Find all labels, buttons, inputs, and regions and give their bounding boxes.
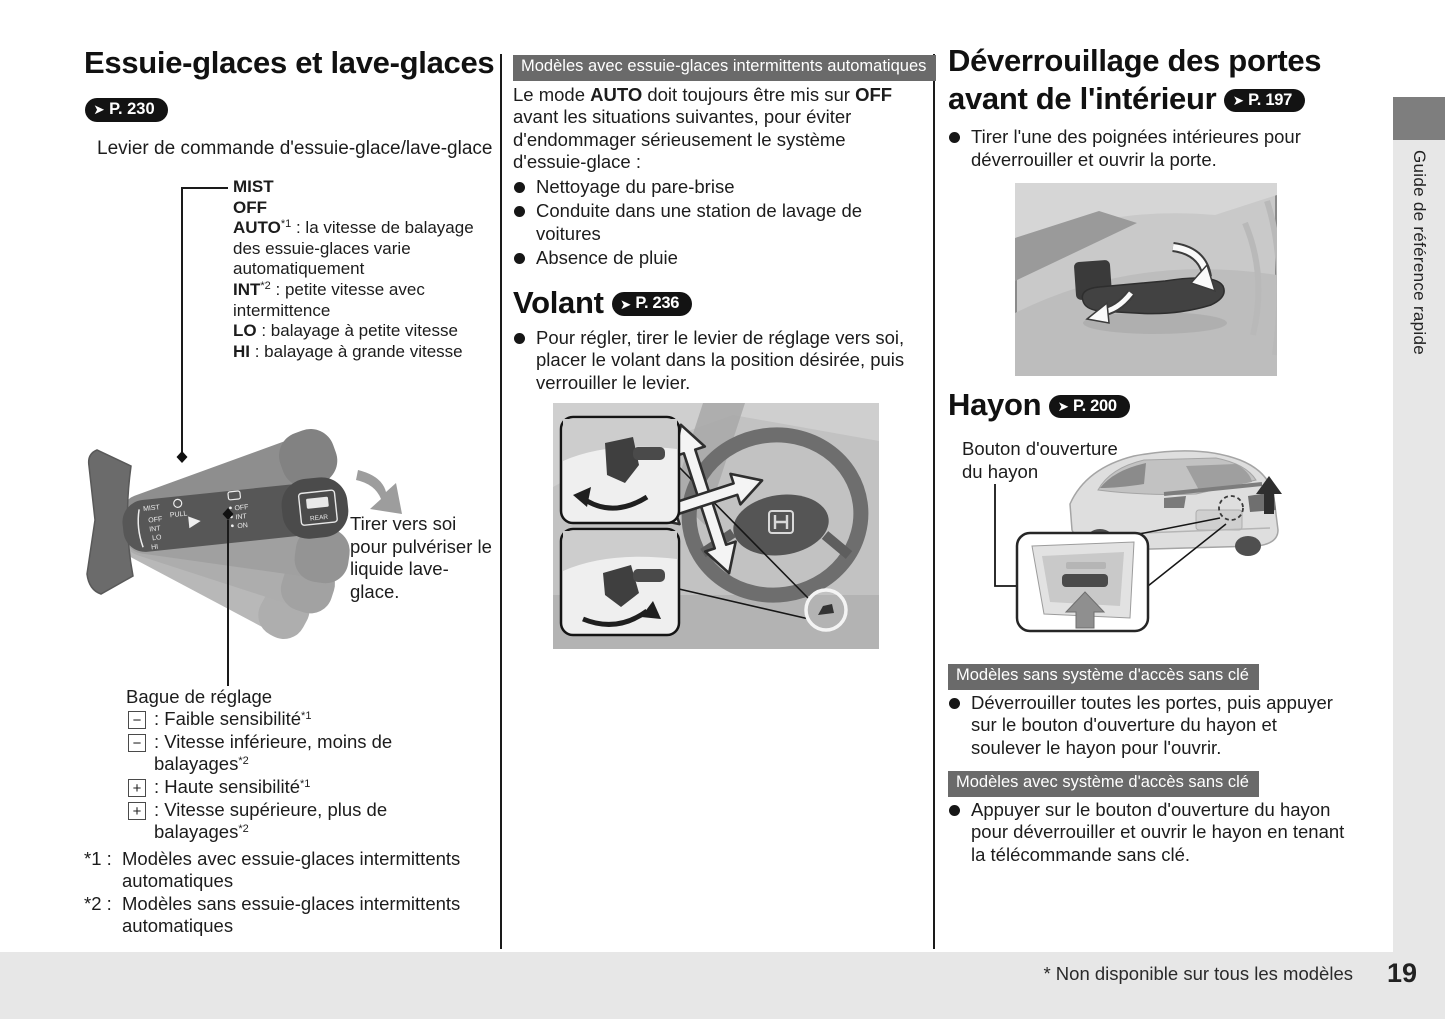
doors-section-title: Déverrouillage des portes avant de l'intérieur ➤ P. 197	[948, 43, 1322, 116]
steering-wheel-figure	[553, 403, 879, 649]
footnote: *1 : Modèles avec essuie-glaces intermittents automatiques	[84, 848, 461, 891]
lever-position-item: OFF	[233, 197, 267, 217]
bullet-icon	[949, 132, 960, 143]
svg-text:MIST: MIST	[142, 504, 161, 513]
ring-setting-row: − : Vitesse inférieure, moins de balayages$^{*2}$	[128, 731, 508, 775]
lever-position-item: INT$^{*2}$ : petite vitesse avec intermittence	[233, 279, 425, 320]
page-ref-badge-197[interactable]: ➤ P. 197	[1224, 89, 1305, 113]
auto-wiper-bullet-list	[513, 176, 908, 270]
svg-text:INT: INT	[148, 525, 161, 534]
svg-text:PULL: PULL	[169, 510, 188, 520]
svg-text:ON: ON	[237, 522, 249, 531]
lever-position-list	[233, 177, 483, 362]
bullet-item: Conduite dans une station de lavage de voitures	[513, 200, 908, 245]
page-number: 19	[1386, 958, 1417, 988]
page-footer	[0, 952, 1445, 1019]
pull-arrow-icon	[354, 468, 406, 518]
page-ref-arrow-icon: ➤	[620, 297, 631, 312]
bullet-icon	[514, 182, 525, 193]
without-keyless-badge: Modèles sans système d'accès sans clé	[948, 664, 1259, 690]
lever-position-item: LO : balayage à petite vitesse	[233, 321, 458, 341]
square-plus-icon: +	[128, 779, 146, 797]
wiper-leader-lines	[168, 180, 248, 695]
pull-note: Tirer vers soi pour pulvériser le liquide lave-glace.	[350, 513, 492, 602]
wiper-figure-caption: Levier de commande d'essuie-glace/lave-glace	[97, 138, 493, 159]
footnote-list	[84, 848, 494, 938]
svg-text:LO: LO	[151, 534, 162, 543]
page-ref-badge-200[interactable]: ➤ P. 200	[1049, 395, 1130, 419]
square-minus-icon: −	[128, 711, 146, 729]
footer-note: * Non disponible sur tous les modèles	[1043, 963, 1353, 984]
tailgate-figure	[948, 438, 1298, 660]
ring-setting-row: + : Haute sensibilité$^{*1}$	[128, 776, 508, 798]
bullet-item: Appuyer sur le bouton d'ouverture du hayon pour déverrouiller et ouvrir le hayon en tenant la télécommande sans clé.	[948, 799, 1393, 867]
ring-label: Bague de réglage	[126, 686, 273, 707]
column-divider	[500, 54, 502, 949]
page-ref-arrow-icon: ➤	[1058, 399, 1069, 414]
middle-column	[513, 55, 935, 649]
auto-wiper-models-badge: Modèles avec essuie-glaces intermittents automatiques	[513, 55, 936, 81]
page-ref-badge-236[interactable]: ➤ P. 236	[612, 292, 693, 316]
lever-position-item: HI : balayage à grande vitesse	[233, 341, 463, 361]
square-minus-icon: −	[128, 734, 146, 752]
bullet-item: Tirer l'une des poignées intérieures pour déverrouiller et ouvrir la porte.	[948, 126, 1393, 171]
ring-setting-row: − : Faible sensibilité$^{*1}$	[128, 708, 508, 730]
lever-position-item: MIST	[233, 177, 274, 196]
svg-text:OFF: OFF	[234, 503, 249, 513]
door-handle-figure	[1015, 183, 1277, 376]
footnote: *2 : Modèles sans essuie-glaces intermittents automatiques	[84, 893, 461, 936]
bullet-icon	[514, 333, 525, 344]
svg-text:HI: HI	[150, 543, 159, 552]
page-ref-arrow-icon: ➤	[1233, 93, 1244, 108]
with-keyless-badge: Modèles avec système d'accès sans clé	[948, 771, 1259, 797]
ring-settings-list	[128, 708, 508, 844]
chapter-label: Guide de référence rapide	[1410, 150, 1429, 356]
svg-text:INT: INT	[235, 513, 248, 522]
bullet-icon	[514, 206, 525, 217]
bullet-icon	[949, 698, 960, 709]
bullet-item: Déverrouiller toutes les portes, puis appuyer sur le bouton d'ouverture du hayon et soulever le hayon pour l'ouvrir.	[948, 692, 1393, 760]
svg-text:REAR: REAR	[309, 513, 329, 523]
bullet-icon	[949, 805, 960, 816]
page-ref-arrow-icon: ➤	[94, 102, 105, 117]
tailgate-button-label: Bouton d'ouverture du hayon	[962, 438, 1118, 482]
bullet-item: Nettoyage du pare-brise	[513, 176, 908, 199]
wipers-section-title: Essuie-glaces et lave-glaces	[84, 45, 495, 80]
lever-position-item: AUTO$^{*1}$ : la vitesse de balayage des essuie-glaces varie automatiquement	[233, 218, 474, 279]
auto-wiper-note-text: Le mode AUTO doit toujours être mis sur OFF avant les situations suivantes, pour éviter d'endommager sérieusement le système d'essuie-glace :	[513, 83, 893, 173]
bullet-item: Pour régler, tirer le levier de réglage vers soi, placer le volant dans la position désirée, puis verrouiller le levier.	[513, 327, 935, 395]
tailgate-figure-block	[948, 438, 1393, 660]
tailgate-section-title: Hayon ➤ P. 200	[948, 386, 1393, 424]
chapter-tab[interactable]	[1393, 97, 1445, 140]
svg-text:OFF: OFF	[148, 516, 163, 525]
square-plus-icon: +	[128, 802, 146, 820]
page-ref-badge-230[interactable]: ➤ P. 230	[85, 98, 168, 122]
bullet-item: Absence de pluie	[513, 247, 908, 270]
ring-setting-row: + : Vitesse supérieure, plus de balayages$^{*2}$	[128, 799, 508, 843]
right-column	[948, 42, 1393, 866]
steering-section-title: Volant ➤ P. 236	[513, 284, 935, 322]
bullet-icon	[514, 253, 525, 264]
